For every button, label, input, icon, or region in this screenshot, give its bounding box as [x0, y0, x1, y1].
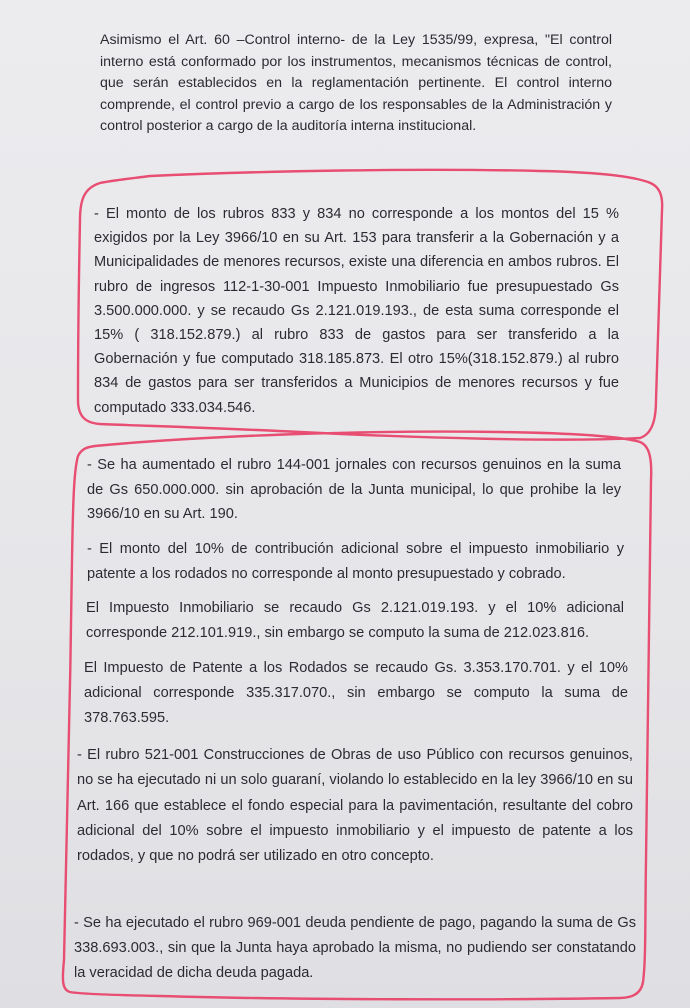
section-2-paragraph-deuda: - Se ha ejecutado el rubro 969-001 deuda pendiente de pago, pagando la suma de Gs 338.693.003., sin que la Junta haya aprobado la misma, no pudiendo ser constatando la veracidad de dicha deuda pagada. — [74, 915, 636, 981]
section-2-paragraph-jornales: - Se ha aumentado el rubro 144-001 jornales con recursos genuinos en la suma de Gs 650.000.000. sin aprobación de la Junta municipal, lo que prohibe la ley 3966/10 en su Art. 190. — [87, 457, 621, 522]
section-2-paragraph-obras: - El rubro 521-001 Construcciones de Obras de uso Público con recursos genuinos, no se ha ejecutado ni un solo guaraní, violando lo establecido en la ley 3966/10 en su Art. 166 que establece el fondo especial para la pavimentación, resultante del cobro adicional del 10% sobre el impuesto inmobiliario y el impuesto de patente a los rodados, y que no podrá ser utilizado en otro concepto. — [77, 747, 633, 865]
intro-paragraph: Asimismo el Art. 60 –Control interno- de la Ley 1535/99, expresa, "El control interno está conformado por los instrumentos, mecanismos técnicas de control, que serán establecidos en la reglamentación pertinente. El control interno comprende, el control previo a cargo de los responsables de la Administración y control posterior a cargo de la auditoría interna institucional. — [100, 32, 612, 135]
section-1-paragraph: - El monto de los rubros 833 y 834 no corresponde a los montos del 15 % exigidos por la Ley 3966/10 en su Art. 153 para transferir a la Gobernación y a Municipalidades de menores recursos, existe una diferencia en ambos rubros. El rubro de ingresos 112-1-30-001 Impuesto Inmobiliario fue presupuestado Gs 3.500.000.000. y se recaudo Gs 2.121.019.193., de esta suma corresponde el 15% ( 318.152.879.) al rubro 833 de gastos para ser transferido a la Gobernación y fue computado 318.185.873. El otro 15%(318.152.879.) al rubro 834 de gastos para ser transferidos a Municipios de menores recursos y fue computado 333.034.546. — [94, 206, 619, 416]
section-2-paragraph-patente: El Impuesto de Patente a los Rodados se recaudo Gs. 3.353.170.701. y el 10% adicional corresponde 335.317.070., sin embargo se computo la suma de 378.763.595. — [84, 660, 628, 726]
section-2-paragraph-inmobiliario: El Impuesto Inmobiliario se recaudo Gs 2.121.019.193. y el 10% adicional corresponde 212.101.919., sin embargo se computo la suma de 212.023.816. — [86, 600, 624, 641]
section-2-paragraph-contribucion: - El monto del 10% de contribución adicional sobre el impuesto inmobiliario y patente a los rodados no corresponde al monto presupuestado y cobrado. — [87, 541, 624, 582]
